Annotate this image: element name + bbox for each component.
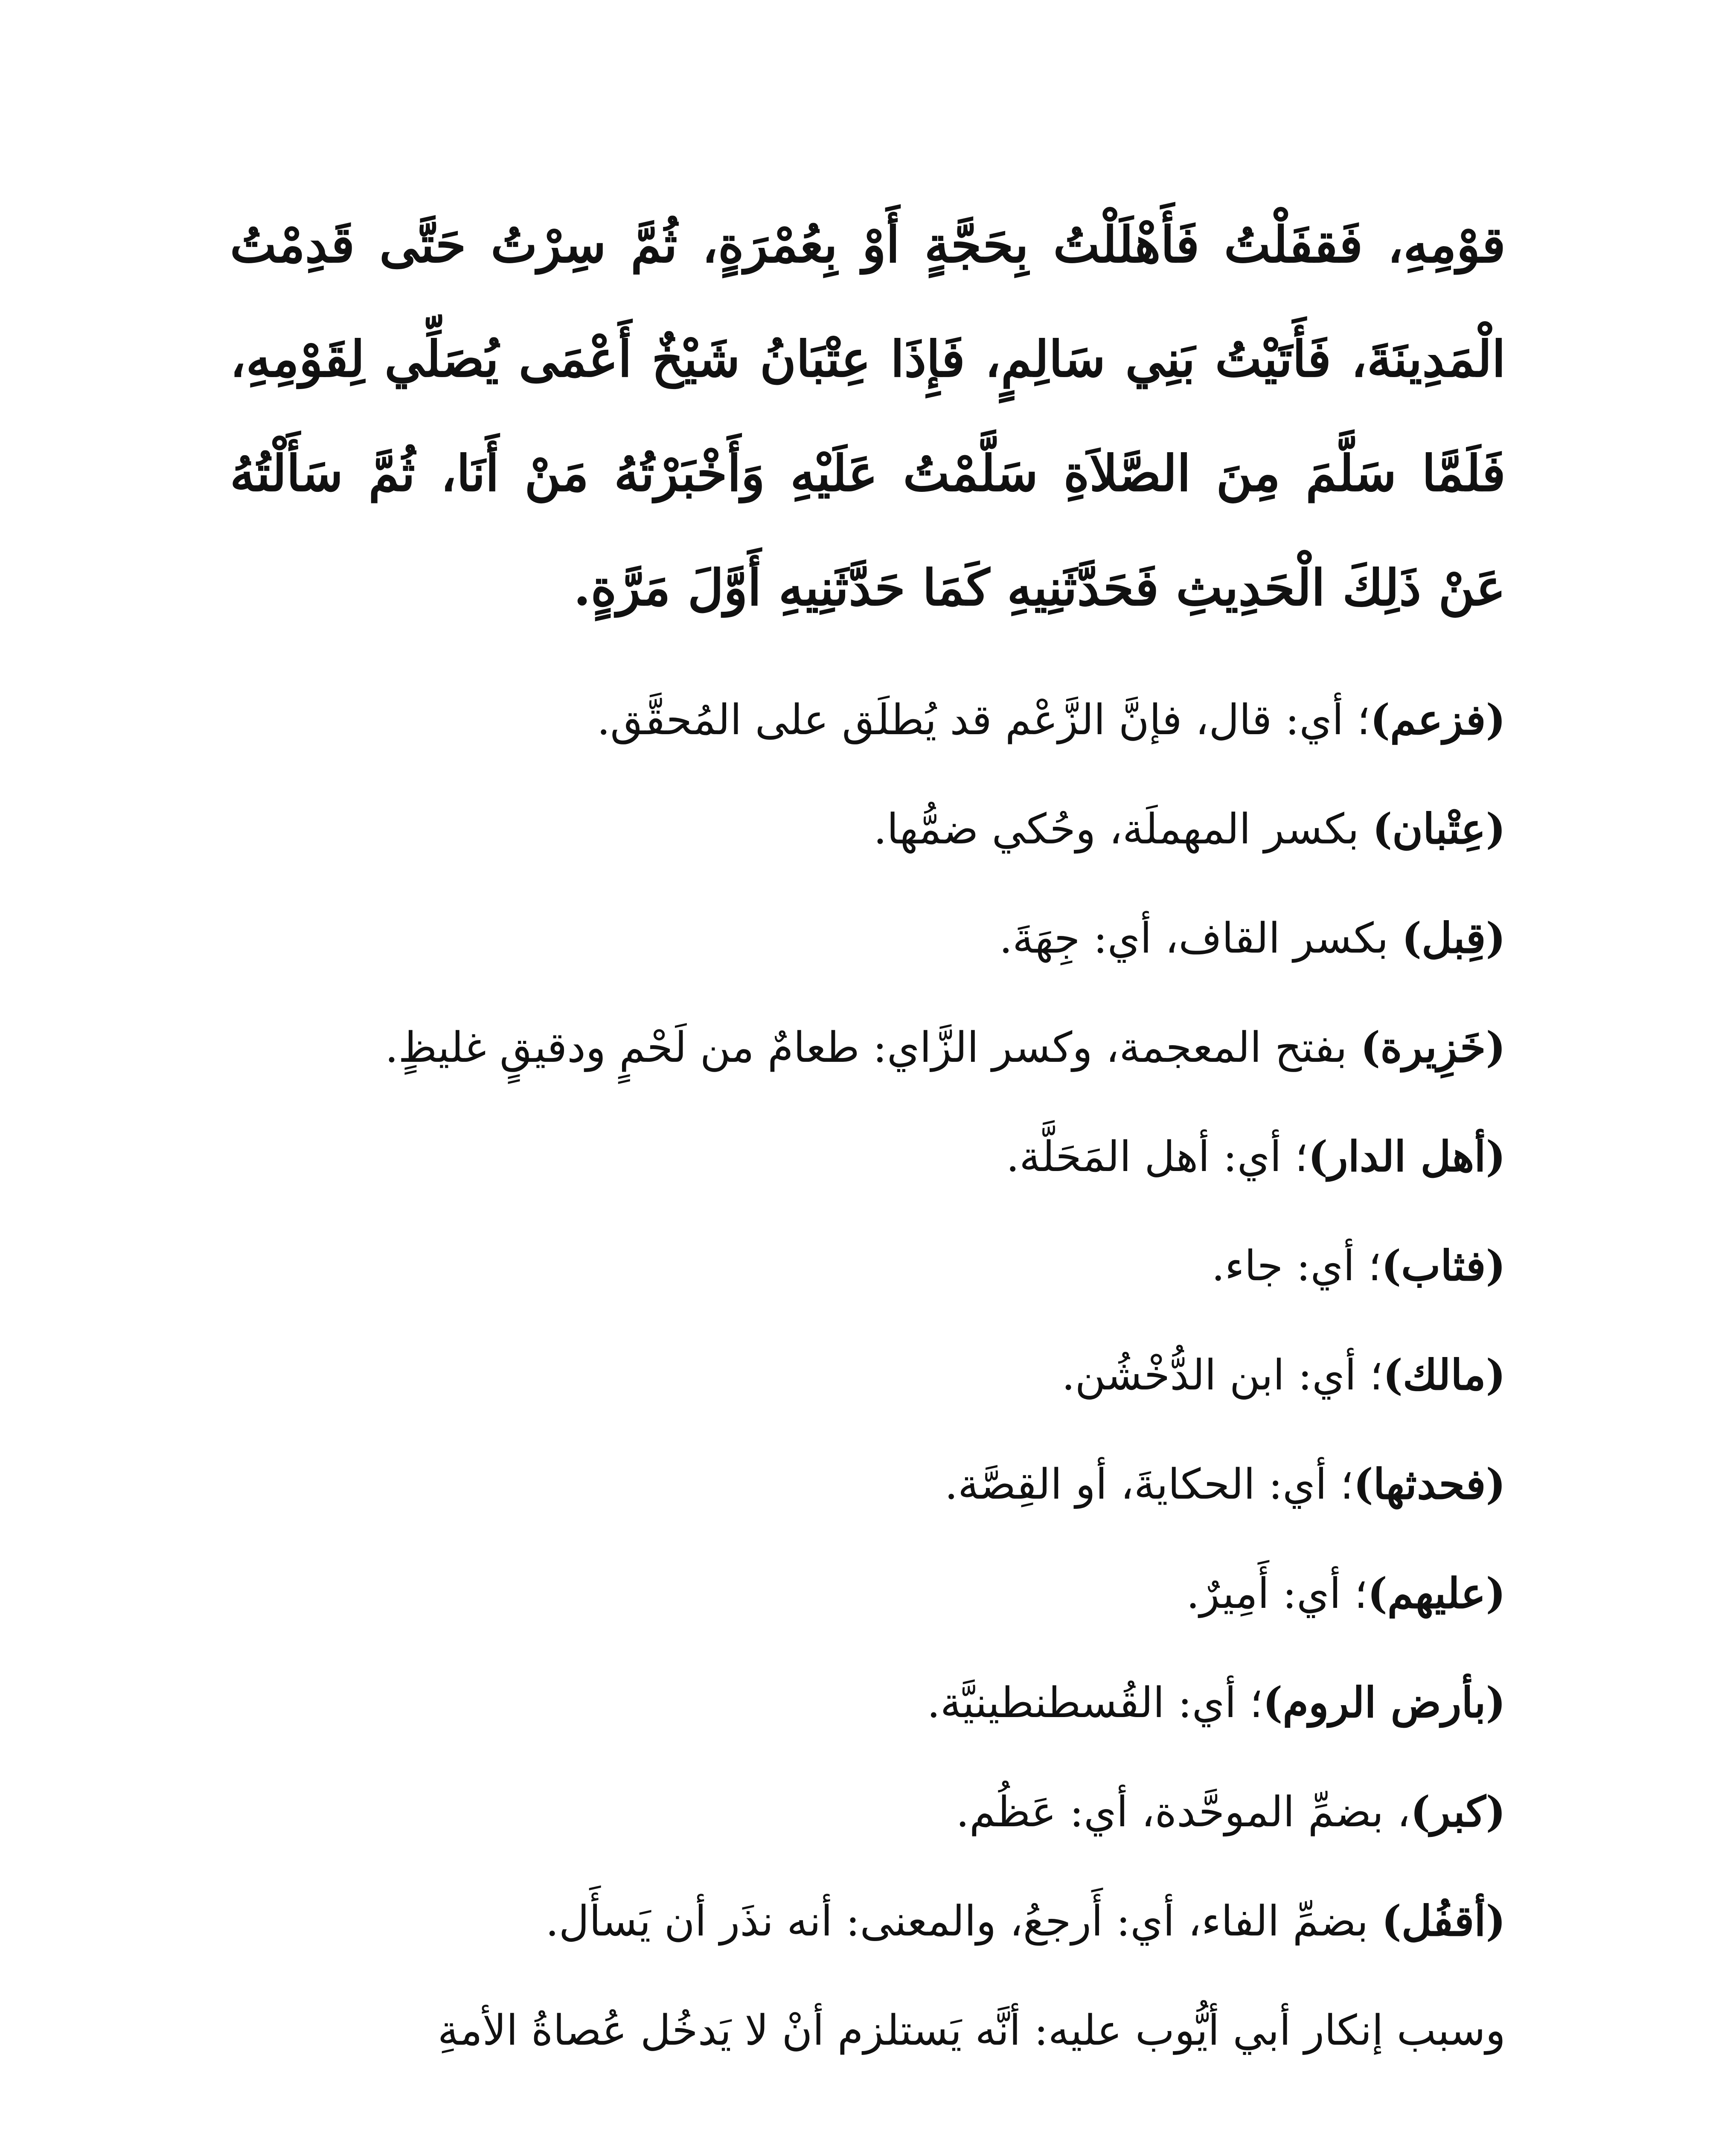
note-text: بكسر القاف، أي: جِهَةَ. <box>999 914 1402 963</box>
note-text: ؛ أي: الحكايةَ، أو القِصَّة. <box>945 1460 1354 1509</box>
note-item <box>230 1102 1506 1212</box>
note-term: (مالك) <box>1383 1351 1506 1400</box>
note-term: (فثاب) <box>1381 1241 1506 1290</box>
note-text: وسبب إنكار أبي أيُّوب عليه: أنَّه يَستلزم أنْ لا يَدخُل عُصاةُ الأمةِ <box>437 2006 1506 2055</box>
note-text: ؛ أي: القُسطنطينيَّة. <box>927 1679 1263 1727</box>
note-item <box>230 1430 1506 1539</box>
commentary-notes <box>230 665 1506 2085</box>
note-item <box>230 993 1506 1102</box>
note-term: (فزعم) <box>1370 695 1506 744</box>
note-text: ؛ أي: قال، فإنَّ الزَّعْم قد يُطلَق على المُحقَّق. <box>597 696 1370 744</box>
note-item <box>230 775 1506 884</box>
note-item <box>230 1648 1506 1758</box>
note-text: بفتح المعجمة، وكسر الزَّاي: طعامٌ من لَحْمٍ ودقيقٍ غليظٍ. <box>385 1023 1361 1072</box>
note-term: (بأرض الروم) <box>1263 1678 1506 1727</box>
note-item <box>230 1212 1506 1321</box>
note-term: (أقفُل) <box>1381 1897 1506 1946</box>
note-text: ؛ أي: جاء. <box>1211 1242 1381 1290</box>
note-text: بضمِّ الفاء، أي: أَرجعُ، والمعنى: أنه نذَر أن يَسأَل. <box>545 1897 1382 1946</box>
note-item <box>230 1867 1506 1976</box>
note-item <box>230 1321 1506 1430</box>
note-term: (خَزِيرة) <box>1360 1023 1506 1072</box>
note-text: ؛ أي: أَمِيرٌ. <box>1186 1569 1368 1618</box>
note-item <box>230 884 1506 993</box>
note-term: (عِتْبان) <box>1372 805 1506 854</box>
note-item <box>230 665 1506 775</box>
note-text: بكسر المهملَة، وحُكي ضمُّها. <box>873 805 1373 854</box>
hadith-text: قوْمِهِ، فَقفَلْتُ فَأَهْلَلْتُ بِحَجَّةٍ أَوْ بِعُمْرَةٍ، ثُمَّ سِرْتُ حَتَّى قَدِمْتُ الْمَدِينَةَ، فَأَتَيْتُ بَنِي سَالِمٍ، فَإِذَا عِتْبَانُ شَيْخٌ أَعْمَى يُصَلِّي لِقَوْمِهِ، فَلَمَّا سَلَّمَ مِنَ الصَّلاَةِ سَلَّمْتُ عَلَيْهِ وَأَخْبَرْتُهُ مَنْ أَنَا، ثُمَّ سَأَلْتُهُ عَنْ ذَلِكَ الْحَدِيثِ فَحَدَّثَنِيهِ كَمَا حَدَّثَنِيهِ أَوَّلَ مَرَّةٍ. <box>230 216 1506 617</box>
note-item <box>230 1976 1506 2085</box>
note-item <box>230 1539 1506 1648</box>
note-term: (كبر) <box>1410 1787 1506 1837</box>
note-text: ؛ أي: أهل المَحَلَّة. <box>1006 1133 1308 1181</box>
note-term: (أهل الدار) <box>1308 1132 1506 1181</box>
note-term: (فحدثها) <box>1353 1460 1506 1509</box>
note-text: ؛ أي: ابن الدُّخْشُن. <box>1061 1351 1383 1400</box>
note-text: ، بضمِّ الموحَّدة، أي: عَظُم. <box>956 1788 1410 1837</box>
note-term: (عليهم) <box>1367 1569 1506 1618</box>
hadith-text-block <box>230 188 1506 645</box>
note-item <box>230 1758 1506 1867</box>
note-term: (قِبل) <box>1402 914 1506 963</box>
